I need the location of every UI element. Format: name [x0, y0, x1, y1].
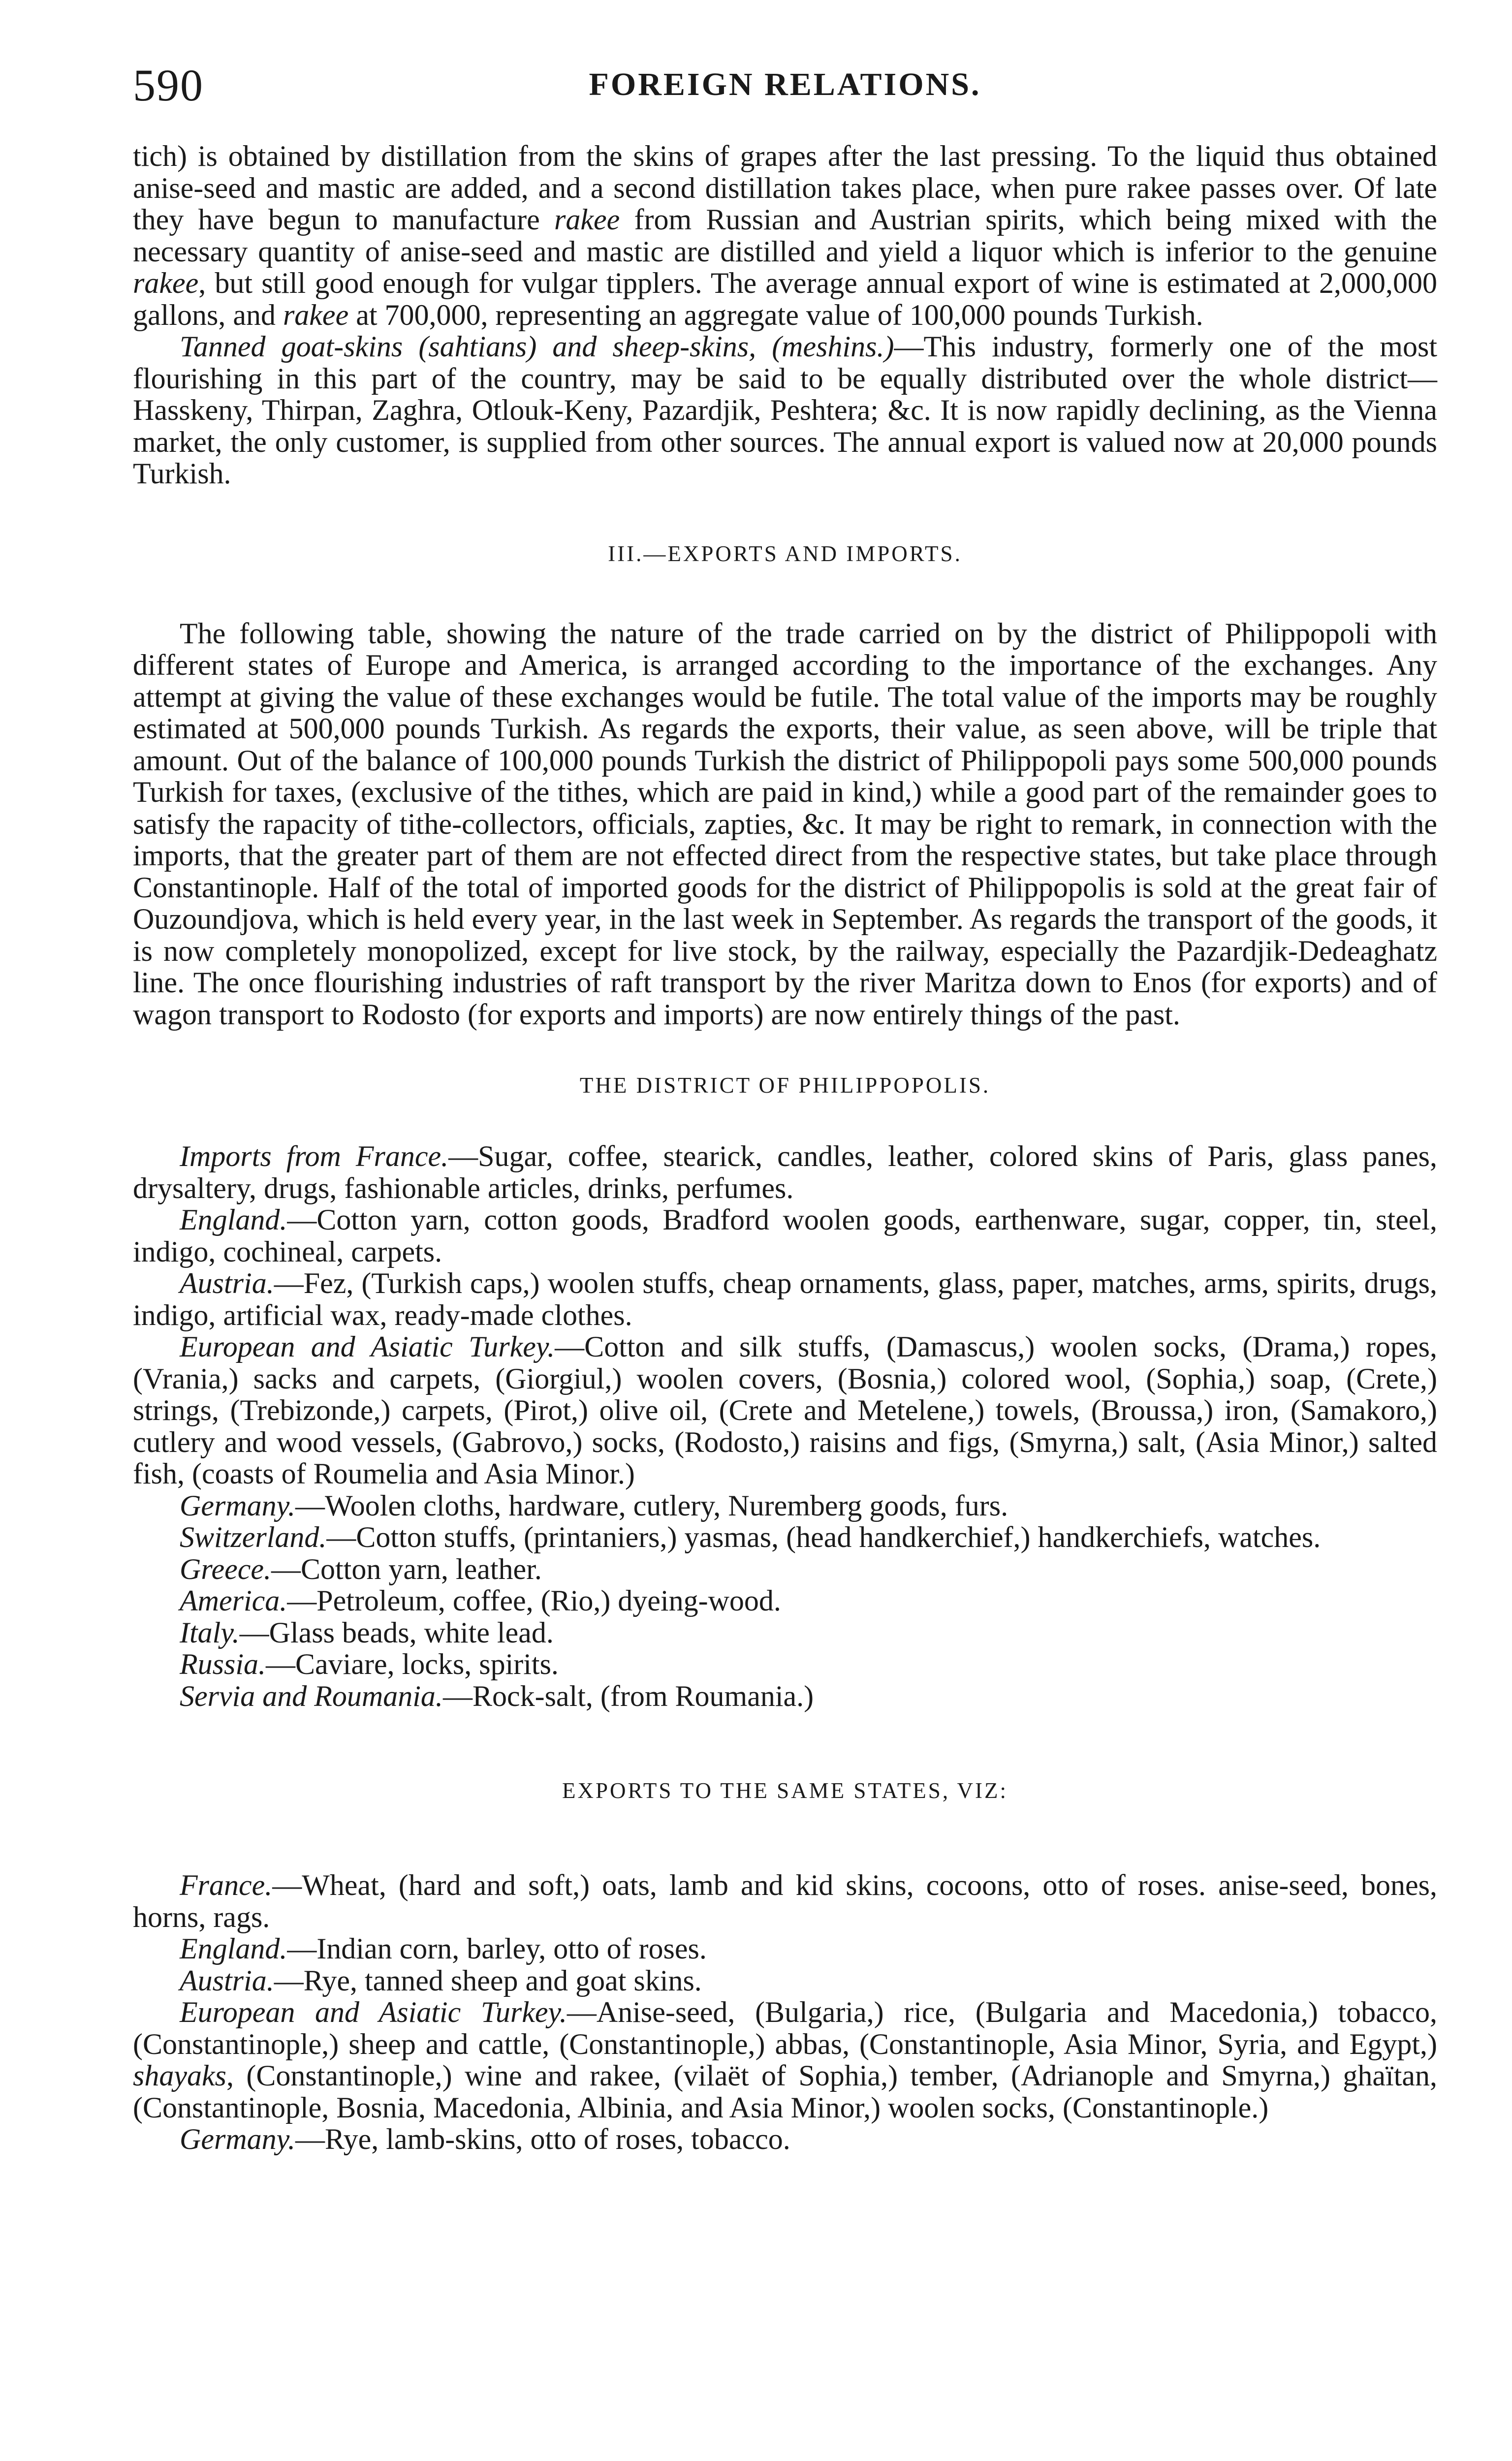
- import-entry: [133, 1204, 1437, 1267]
- import-entry-label: Russia.: [180, 1648, 266, 1680]
- import-entry-label: Greece.: [180, 1552, 271, 1585]
- import-entry-label: Germany.: [180, 1489, 295, 1522]
- import-entry-text: —Caviare, locks, spirits.: [266, 1648, 559, 1680]
- wine-paragraph: tich) is obtained by distillation from the skins of grapes after the last pressing. To the liquid thus obtained anise-seed and mastic are added, and a second distillation takes place, when pure rakee passes over. Of late they have begun to manufacture rakee from Russian and Austrian spirits, which being mixed with the necessary quantity of anise-seed and mastic are distilled and yield a liquor which is inferior to the genuine rakee, but still good enough for vulgar tipplers. The average annual export of wine is estimated at 2,000,000 gallons, and rakee at 700,000, representing an aggregate value of 100,000 pounds Turkish.: [133, 140, 1437, 331]
- import-entry-text: —Rock-salt, (from Roumania.): [442, 1679, 814, 1712]
- exports-list: [133, 1869, 1437, 1996]
- import-entry-text: —Fez, (Turkish caps,) woolen stuffs, cheap ornaments, glass, paper, matches, arms, spirits, drugs, indigo, artificial wax, ready-made clothes.: [133, 1267, 1437, 1331]
- page-body: [133, 140, 1437, 2155]
- export-entry: [133, 1965, 1437, 1997]
- import-entry-text: —Petroleum, coffee, (Rio,) dyeing-wood.: [287, 1584, 781, 1617]
- import-entry-text: —Cotton and silk stuffs, (Damascus,) woolen socks, (Drama,) ropes, (Vrania,) sacks and carpets, (Giorgiul,) woolen covers, (Bosnia,) colored wool, (Sophia,) soap, (Crete,) strings, (Trebizonde,) carpets, (Pirot,) olive oil, (Crete and Metelene,) towels, (Broussa,) iron, (Samakoro,) cutlery and wood vessels, (Gabrovo,) socks, (Rodosto,) raisins and figs, (Smyrna,) salt, (Asia Minor,) salted fish, (coasts of Roumelia and Asia Minor.): [133, 1330, 1438, 1490]
- export-entry-label: England.: [180, 1932, 287, 1965]
- section-heading-exports-imports: III.—EXPORTS AND IMPORTS.: [608, 541, 962, 566]
- import-entry-text: —Cotton stuffs, (printaniers,) yasmas, (head handkerchief,) handkerchiefs, watches.: [326, 1521, 1321, 1553]
- import-entry: [133, 1521, 1437, 1553]
- district-heading: THE DISTRICT OF PHILIPPOPOLIS.: [579, 1073, 991, 1098]
- export-entry-text: —Rye, tanned sheep and goat skins.: [274, 1964, 702, 1997]
- import-entry: [133, 1648, 1437, 1680]
- import-entry-text: —Woolen cloths, hardware, cutlery, Nuremberg goods, furs.: [295, 1489, 1008, 1522]
- import-entry: [133, 1553, 1437, 1585]
- import-entry-label: America.: [180, 1584, 287, 1617]
- skins-lead: Tanned goat-skins (sahtians) and sheep-skins, (meshins.): [180, 330, 894, 363]
- import-entry-text: —Glass beads, white lead.: [239, 1616, 554, 1649]
- import-entry: [133, 1585, 1437, 1617]
- export-entry-germany: Germany.—Rye, lamb-skins, otto of roses, tobacco.: [180, 2123, 790, 2155]
- trade-paragraph: The following table, showing the nature of the trade carried on by the district of Philippopoli with different states of Europe and America, is arranged according to the importance of the exchanges. Any attempt at giving the value of these exchanges would be futile. The total value of the imports may be roughly estimated at 500,000 pounds Turkish. As regards the exports, their value, as seen above, will be triple that amount. Out of the balance of 100,000 pounds Turkish the district of Philippopoli pays some 500,000 pounds Turkish for taxes, (exclusive of the tithes, which are paid in kind,) while a good part of the remainder goes to satisfy the rapacity of tithe-collectors, officials, zapties, &c. It may be right to remark, in connection with the imports, that the greater part of them are not effected direct from the respective states, but take place through Constantinople. Half of the total of imported goods for the district of Philippopolis is sold at the great fair of Ouzoundjova, which is held every year, in the last week in September. As regards the transport of the goods, it is now completely monopolized, except for live stock, by the railway, especially the Pazardjik-Dedeaghatz line. The once flourishing industries of raft transport by the river Maritza down to Enos (for exports) and of wagon transport to Rodosto (for exports and imports) are now entirely things of the past.: [133, 617, 1437, 1031]
- import-entry-label: Austria.: [180, 1267, 274, 1299]
- export-entry-turkey: European and Asiatic Turkey.—Anise-seed, (Bulgaria,) rice, (Bulgaria and Macedonia,) tobacco, (Constantinople,) sheep and cattle, (Constantinople,) abbas, (Constantinople, Asia Minor, Syria, and Egypt,) shayaks, (Constantinople,) wine and rakee, (vilaët of Sophia,) tember, (Adrianople and Smyrna,) ghaïtan, (Constantinople, Bosnia, Macedonia, Albinia, and Asia Minor,) woolen socks, (Constantinople.): [133, 1996, 1437, 2124]
- running-title: FOREIGN RELATIONS.: [589, 66, 981, 102]
- import-entry: [133, 1331, 1437, 1490]
- page-number: 590: [133, 60, 204, 110]
- import-entry-label: Servia and Roumania.: [180, 1679, 443, 1712]
- imports-list: [133, 1140, 1437, 1712]
- export-entry-text: —Wheat, (hard and soft,) oats, lamb and kid skins, cocoons, otto of roses. anise-seed, bones, horns, rags.: [133, 1869, 1437, 1933]
- import-entry: [133, 1617, 1437, 1649]
- export-entry: [133, 1933, 1437, 1965]
- import-entry-label: European and Asiatic Turkey.: [180, 1330, 555, 1363]
- exports-heading: EXPORTS TO THE SAME STATES, VIZ:: [562, 1778, 1008, 1803]
- page-header: [133, 59, 1437, 113]
- import-entry: [133, 1140, 1437, 1204]
- import-entry: [133, 1680, 1437, 1712]
- import-entry-label: Italy.: [180, 1616, 240, 1649]
- import-entry: [133, 1267, 1437, 1331]
- import-entry: [133, 1490, 1437, 1522]
- export-entry-label: France.: [180, 1869, 273, 1901]
- import-entry-label: Switzerland.: [180, 1521, 327, 1553]
- export-entry-text: —Indian corn, barley, otto of roses.: [287, 1932, 707, 1965]
- import-entry-text: —Cotton yarn, leather.: [271, 1552, 542, 1585]
- import-entry-label: England.: [180, 1203, 287, 1236]
- import-entry-text: —Sugar, coffee, stearick, candles, leather, colored skins of Paris, glass panes, drysaltery, drugs, fashionable articles, drinks, perfumes.: [133, 1140, 1437, 1204]
- export-entry: [133, 1869, 1437, 1933]
- import-entry-label: Imports from France.: [180, 1140, 449, 1172]
- skins-paragraph: Tanned goat-skins (sahtians) and sheep-skins, (meshins.)—This industry, formerly one of the most flourishing in this part of the country, may be said to be equally distributed over the whole district—Hasskeny, Thirpan, Zaghra, Otlouk-Keny, Pazardjik, Peshtera; &c. It is now rapidly declining, as the Vienna market, the only customer, is supplied from other sources. The annual export is valued now at 20,000 pounds Turkish.: [133, 330, 1437, 490]
- export-entry-label: Austria.: [180, 1964, 274, 1997]
- import-entry-text: —Cotton yarn, cotton goods, Bradford woolen goods, earthenware, sugar, copper, tin, steel, indigo, cochineal, carpets.: [133, 1203, 1437, 1268]
